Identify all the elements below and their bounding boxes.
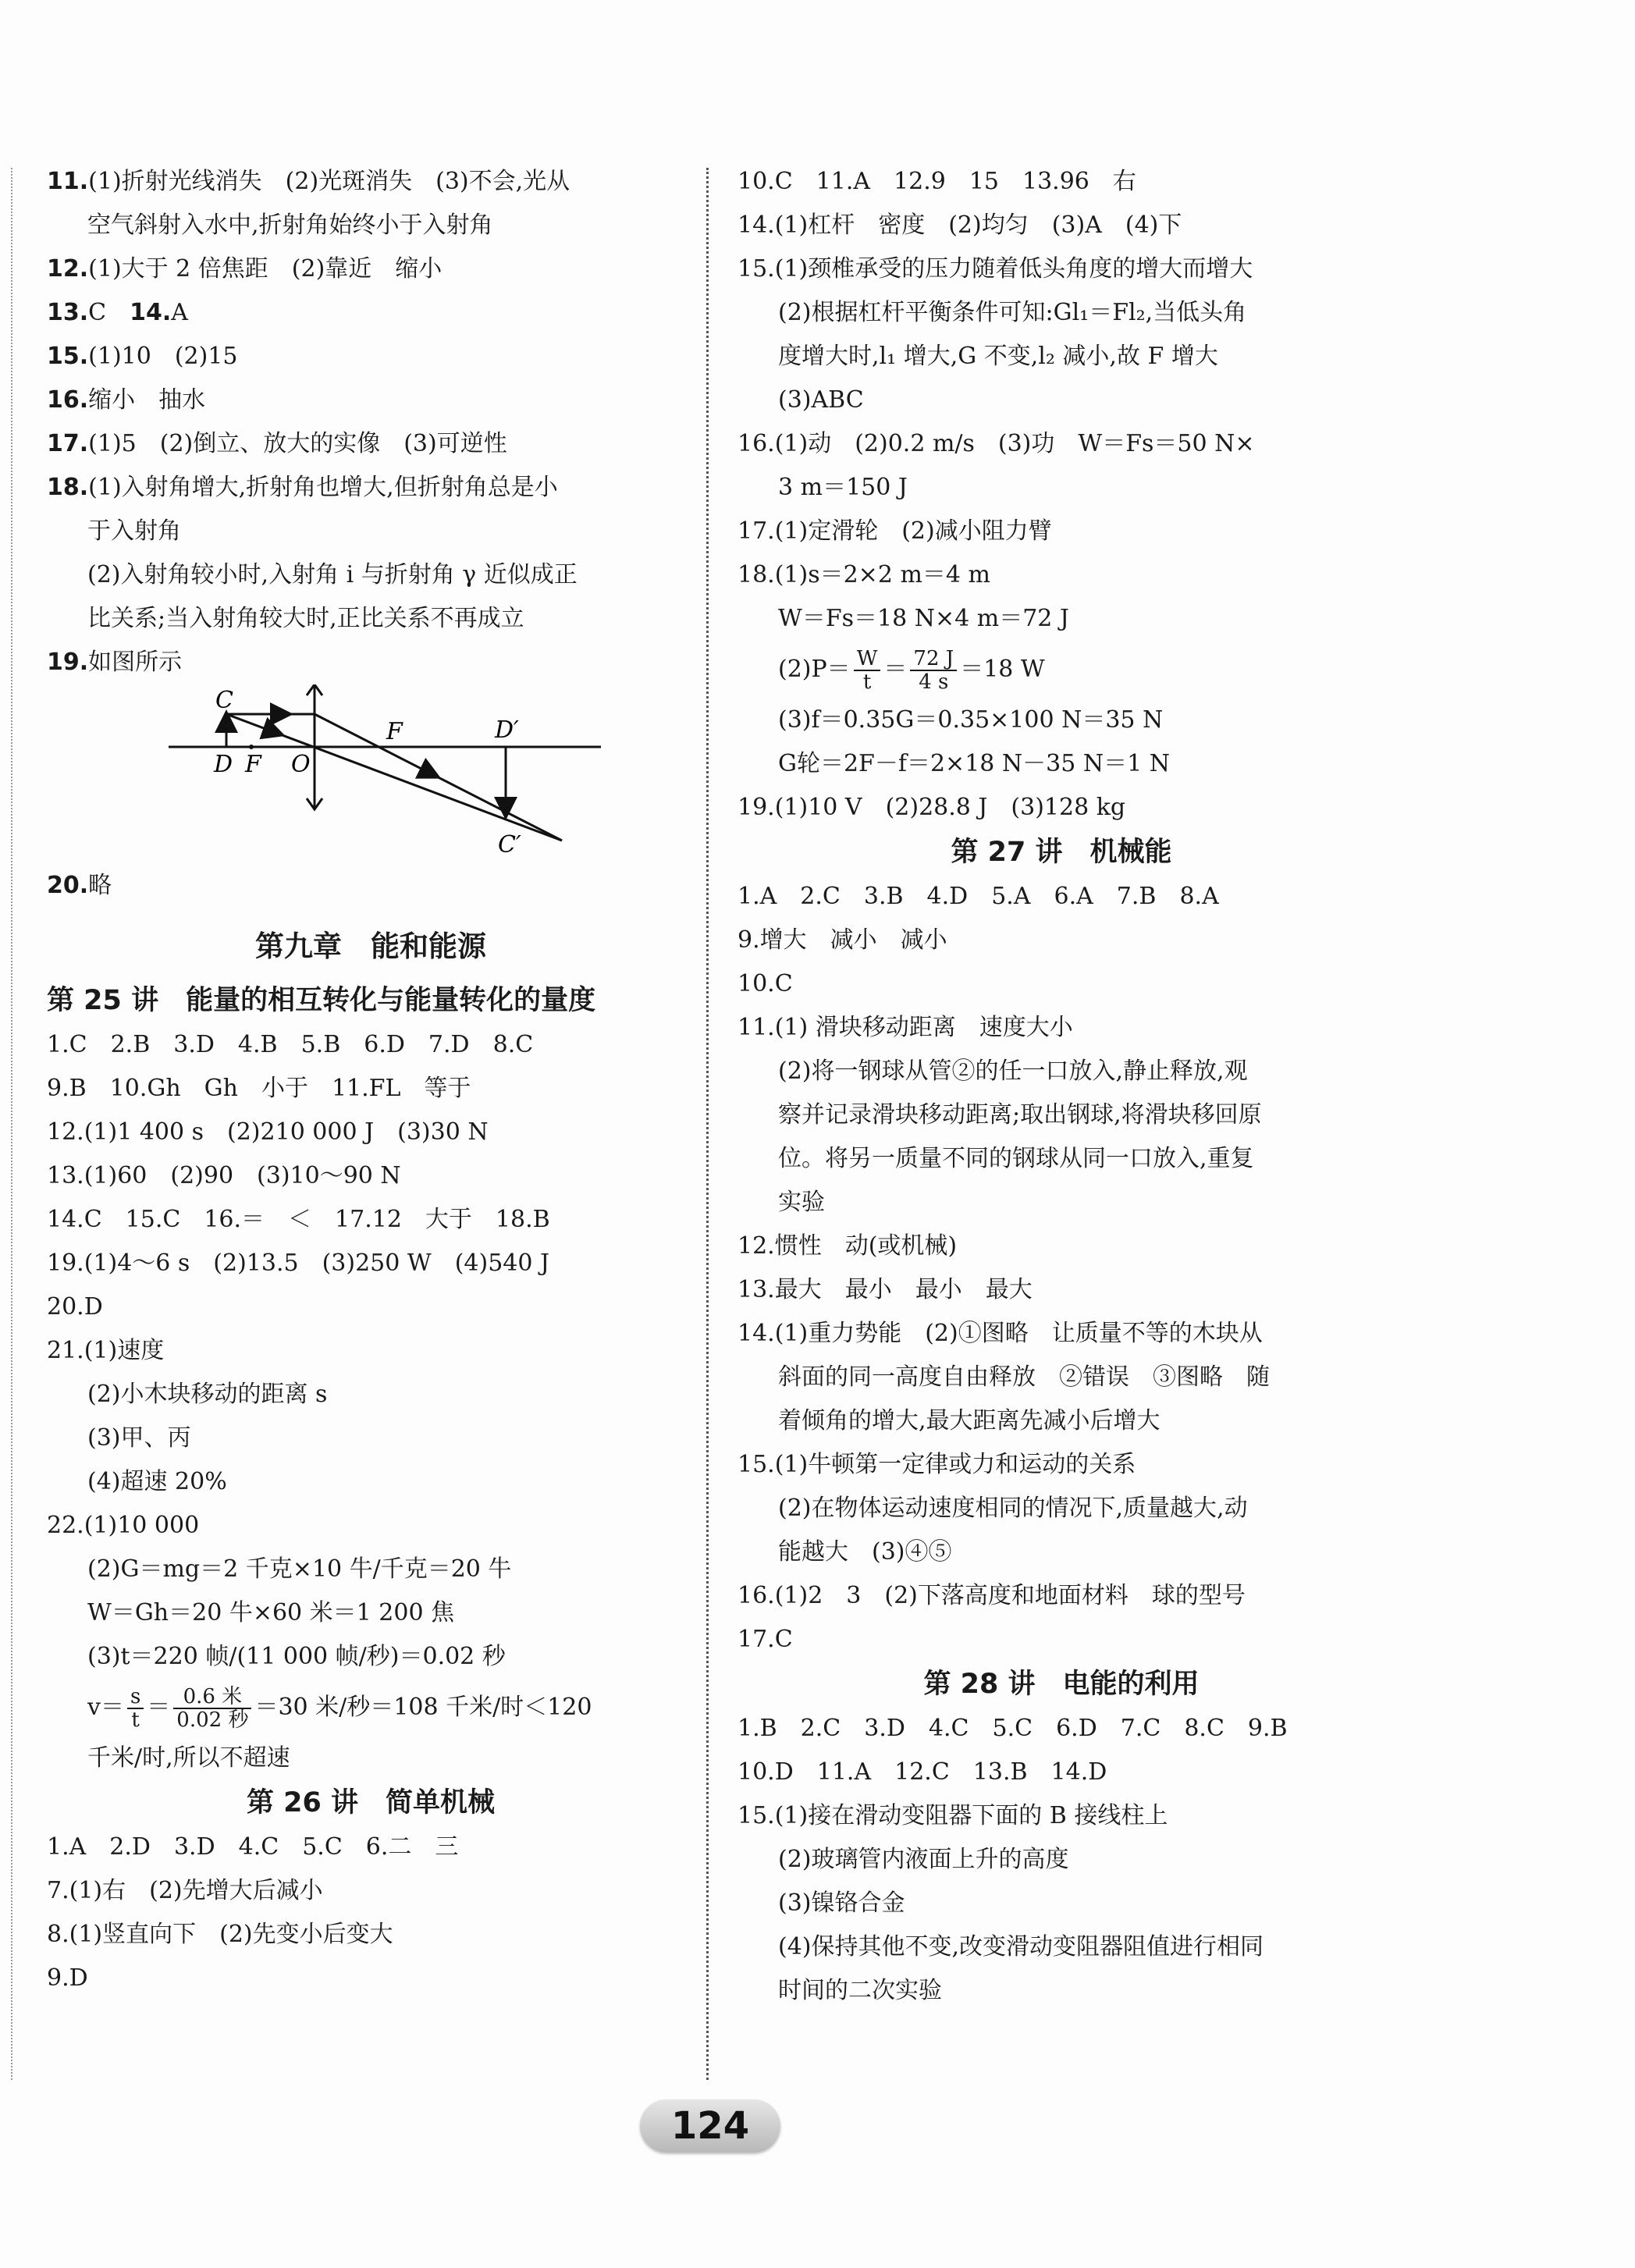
answer-line: 17.C [738, 1626, 793, 1653]
answer-line: (3)t＝220 帧/(11 000 帧/秒)＝0.02 秒 [87, 1643, 506, 1670]
answer-line: 16.(1)动 (2)0.2 m/s (3)功 W＝Fs＝50 N× [738, 430, 1255, 457]
answer-line: 18.(1)入射角增大,折射角也增大,但折射角总是小 [47, 474, 558, 501]
answer-line: 1.C 2.B 3.D 4.B 5.B 6.D 7.D 8.C [47, 1031, 534, 1058]
fraction: $\frac{s}{t}$ [127, 1686, 144, 1731]
answer-line: (3)镍铬合金 [778, 1889, 905, 1917]
answer-line: 19.(1)10 V (2)28.8 J (3)128 kg [738, 794, 1126, 821]
answer-line: (3)ABC [778, 386, 864, 414]
answer-line: (2)在物体运动速度相同的情况下,质量越大,动 [778, 1495, 1248, 1522]
chapter-title: 第九章 能和能源 [255, 930, 486, 963]
answer-line: 16.缩小 抽水 [47, 386, 206, 414]
answer-line: 9.增大 减小 减小 [738, 926, 947, 954]
ray-center-arrow [265, 729, 281, 734]
answer-line: (4)超速 20% [87, 1468, 227, 1495]
answer-line: 21.(1)速度 [47, 1337, 165, 1364]
answer-line: 10.C [738, 970, 793, 997]
label-D-prime: D′ [495, 716, 519, 744]
answer-line: 12.(1)1 400 s (2)210 000 J (3)30 N [47, 1118, 489, 1146]
column-divider [706, 168, 709, 2080]
answer-line: (2)玻璃管内液面上升的高度 [778, 1846, 1069, 1873]
answer-line: 时间的二次实验 [778, 1977, 942, 2004]
answer-line: 1.A 2.C 3.B 4.D 5.A 6.A 7.B 8.A [738, 883, 1219, 910]
answer-line: 13.C 14.A [47, 299, 188, 326]
answer-line: 20.略 [47, 872, 112, 899]
ray-refracted-arrow [421, 769, 437, 777]
answer-line: 千米/时,所以不超速 [87, 1744, 290, 1772]
answer-line: 位。将另一质量不同的钢球从同一口放入,重复 [778, 1145, 1254, 1172]
answer-line: (3)f＝0.35G＝0.35×100 N＝35 N [778, 706, 1164, 734]
answer-line: 察并记录滑块移动距离;取出钢球,将滑块移回原 [778, 1101, 1262, 1129]
answer-line: (2)G＝mg＝2 千克×10 牛/千克＝20 牛 [87, 1555, 512, 1583]
answer-line: 15.(1)10 (2)15 [47, 343, 238, 370]
answer-line: (4)保持其他不变,改变滑动变阻器阻值进行相同 [778, 1933, 1264, 1961]
answer-line: 22.(1)10 000 [47, 1512, 200, 1539]
answer-line: 14.C 15.C 16.＝ ＜ 17.12 大于 18.B [47, 1206, 550, 1233]
focus-left-dot [249, 745, 254, 749]
answer-line-formula: v＝ $\frac{s}{t}$ ＝ $\frac{\text{0.6 米}}{\text{0.02 秒}}$ ＝30 米/秒＝108 千米/时＜120 [87, 1685, 592, 1732]
answer-line: 着倾角的增大,最大距离先减小后增大 [778, 1407, 1160, 1434]
answer-line: (2)小木块移动的距离 s [87, 1381, 328, 1408]
answer-line: 10.C 11.A 12.9 15 13.96 右 [738, 168, 1136, 195]
answer-line: 7.(1)右 (2)先增大后减小 [47, 1877, 323, 1904]
answer-line: (3)甲、丙 [87, 1424, 191, 1452]
section-heading: 第 25 讲 能量的相互转化与能量转化的量度 [47, 985, 596, 1016]
answer-line: 能越大 (3)④⑤ [778, 1538, 952, 1566]
answer-line: 13.(1)60 (2)90 (3)10～90 N [47, 1162, 401, 1189]
left-column [47, 160, 695, 2000]
label-O: O [291, 751, 311, 778]
fraction: $\frac{72 J}{4 s}$ [910, 648, 957, 693]
label-F-left: F [245, 751, 261, 778]
answer-line-formula: (2)P＝ $\frac{W}{t}$ ＝ $\frac{72 J}{4 s}$ ＝18 W [778, 647, 1045, 694]
answer-line: 15.(1)接在滑动变阻器下面的 B 接线柱上 [738, 1802, 1168, 1829]
answer-line: 17.(1)定滑轮 (2)减小阻力臂 [738, 517, 1052, 545]
left-margin-rule [11, 168, 12, 2080]
answer-line: 14.(1)重力势能 (2)①图略 让质量不等的木块从 [738, 1320, 1263, 1347]
answer-line: 度增大时,l₁ 增大,G 不变,l₂ 减小,故 F 增大 [778, 343, 1218, 370]
ray-refracted [315, 714, 562, 841]
answer-line: 3 m＝150 J [778, 474, 908, 501]
answer-line: 11.(1)折射光线消失 (2)光斑消失 (3)不会,光从 [47, 168, 570, 195]
section-heading: 第 28 讲 电能的利用 [923, 1669, 1200, 1700]
answer-line: 9.B 10.Gh Gh 小于 11.FL 等于 [47, 1075, 471, 1102]
answer-line: 18.(1)s＝2×2 m＝4 m [738, 561, 990, 588]
answer-line: 9.D [47, 1964, 88, 1992]
answer-line: 20.D [47, 1293, 103, 1321]
answer-line: 11.(1) 滑块移动距离 速度大小 [738, 1014, 1073, 1041]
answer-line: G轮＝2F－f＝2×18 N－35 N＝1 N [778, 750, 1170, 777]
answer-line: (2)将一钢球从管②的任一口放入,静止释放,观 [778, 1058, 1248, 1085]
answer-line: 1.B 2.C 3.D 4.C 5.C 6.D 7.C 8.C 9.B [738, 1715, 1288, 1742]
answer-line: 16.(1)2 3 (2)下落高度和地面材料 球的型号 [738, 1582, 1246, 1609]
label-D: D [214, 751, 233, 778]
lens-ray-diagram [47, 684, 695, 864]
answer-line: W＝Gh＝20 牛×60 米＝1 200 焦 [87, 1599, 455, 1626]
answer-line: 17.(1)5 (2)倒立、放大的实像 (3)可逆性 [47, 430, 507, 457]
label-C-prime: C′ [498, 831, 521, 858]
lens-diagram-svg [164, 684, 601, 864]
answer-line: 于入射角 [87, 517, 181, 545]
answer-line: 空气斜射入水中,折射角始终小于入射角 [87, 212, 493, 239]
fraction: $\frac{W}{t}$ [854, 648, 881, 693]
answer-line: 12.惯性 动(或机械) [738, 1232, 958, 1260]
label-F-right: F [386, 718, 403, 745]
answer-line: 15.(1)颈椎承受的压力随着低头角度的增大而增大 [738, 255, 1253, 283]
answer-line: 12.(1)大于 2 倍焦距 (2)靠近 缩小 [47, 255, 443, 283]
answer-line: 比关系;当入射角较大时,正比关系不再成立 [87, 605, 524, 632]
answer-line: (2)根据杠杆平衡条件可知:Gl₁＝Fl₂,当低头角 [778, 299, 1247, 326]
section-heading: 第 27 讲 机械能 [951, 837, 1172, 868]
answer-line: 19.(1)4～6 s (2)13.5 (3)250 W (4)540 J [47, 1250, 550, 1277]
section-heading: 第 26 讲 简单机械 [246, 1787, 496, 1818]
page-number: 124 [640, 2099, 780, 2152]
answer-line: 实验 [778, 1189, 825, 1216]
label-C: C [215, 687, 233, 714]
answer-line: (2)入射角较小时,入射角 i 与折射角 γ 近似成正 [87, 561, 578, 588]
answer-line: 15.(1)牛顿第一定律或力和运动的关系 [738, 1451, 1136, 1478]
answer-line: 13.最大 最小 最小 最大 [738, 1276, 1033, 1303]
fraction: $\frac{\text{0.6 米}}{\text{0.02 秒}}$ [173, 1686, 251, 1731]
answer-line: 19.如图所示 [47, 649, 183, 676]
answer-line: 1.A 2.D 3.D 4.C 5.C 6.二 三 [47, 1833, 459, 1861]
answer-line: 斜面的同一高度自由释放 ②错误 ③图略 随 [778, 1363, 1270, 1391]
answer-line: 10.D 11.A 12.C 13.B 14.D [738, 1758, 1107, 1786]
answer-line: W＝Fs＝18 N×4 m＝72 J [778, 605, 1069, 632]
answer-line: 8.(1)竖直向下 (2)先变小后变大 [47, 1921, 393, 1948]
right-column [738, 160, 1385, 2013]
answer-line: 14.(1)杠杆 密度 (2)均匀 (3)A (4)下 [738, 212, 1182, 239]
